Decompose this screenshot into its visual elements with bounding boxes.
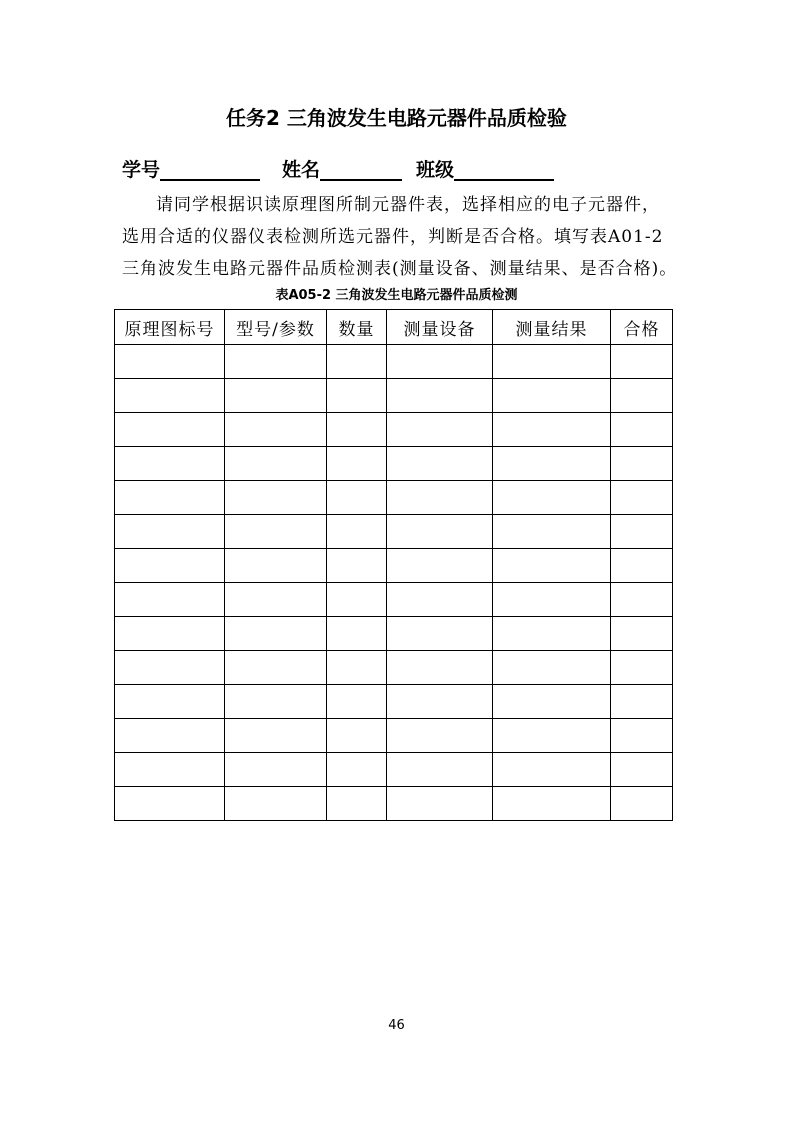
student-info-row	[122, 155, 554, 185]
page-number: 46	[388, 1018, 405, 1033]
instruction-line-2: 选用合适的仪器仪表检测所选元器件，判断是否合格。填写表A01-2	[122, 227, 664, 247]
table-cell[interactable]	[225, 753, 327, 787]
table-cell[interactable]	[493, 549, 611, 583]
table-cell[interactable]	[115, 685, 225, 719]
table-cell[interactable]	[387, 685, 493, 719]
table-cell[interactable]	[611, 447, 673, 481]
table-cell[interactable]	[611, 651, 673, 685]
table-cell[interactable]	[493, 413, 611, 447]
table-body	[115, 345, 673, 821]
table-row	[115, 447, 673, 481]
table-cell[interactable]	[327, 753, 387, 787]
table-cell[interactable]	[115, 617, 225, 651]
table-row	[115, 413, 673, 447]
table-cell[interactable]	[493, 617, 611, 651]
table-cell[interactable]	[611, 481, 673, 515]
table-cell[interactable]	[115, 651, 225, 685]
table-cell[interactable]	[387, 617, 493, 651]
student-name-label: 姓名	[282, 159, 321, 181]
table-cell[interactable]	[225, 481, 327, 515]
table-cell[interactable]	[387, 651, 493, 685]
table-row	[115, 719, 673, 753]
table-cell[interactable]	[611, 379, 673, 413]
page-title: 任务2 三角波发生电路元器件品质检验	[226, 106, 567, 130]
table-cell[interactable]	[225, 651, 327, 685]
table-row	[115, 379, 673, 413]
table-cell[interactable]	[387, 447, 493, 481]
table-cell[interactable]	[387, 719, 493, 753]
table-row	[115, 753, 673, 787]
table-cell[interactable]	[493, 447, 611, 481]
table-cell[interactable]	[611, 753, 673, 787]
table-cell[interactable]	[225, 583, 327, 617]
table-row	[115, 549, 673, 583]
table-cell[interactable]	[225, 379, 327, 413]
table-cell[interactable]	[115, 345, 225, 379]
table-cell[interactable]	[327, 617, 387, 651]
table-cell[interactable]	[387, 481, 493, 515]
table-cell[interactable]	[115, 787, 225, 821]
header-measure-result: 测量结果	[493, 310, 611, 345]
table-cell[interactable]	[493, 345, 611, 379]
table-cell[interactable]	[493, 583, 611, 617]
table-cell[interactable]	[327, 719, 387, 753]
table-cell[interactable]	[387, 787, 493, 821]
table-cell[interactable]	[115, 413, 225, 447]
table-row	[115, 685, 673, 719]
table-cell[interactable]	[225, 345, 327, 379]
table-cell[interactable]	[387, 413, 493, 447]
table-cell[interactable]	[611, 515, 673, 549]
header-schematic-ref: 原理图标号	[115, 310, 225, 345]
student-id-label: 学号	[122, 159, 161, 181]
table-cell[interactable]	[493, 719, 611, 753]
table-cell[interactable]	[327, 787, 387, 821]
table-cell[interactable]	[225, 617, 327, 651]
table-cell[interactable]	[115, 549, 225, 583]
table-cell[interactable]	[115, 583, 225, 617]
table-cell[interactable]	[327, 481, 387, 515]
table-cell[interactable]	[387, 583, 493, 617]
table-cell[interactable]	[225, 447, 327, 481]
student-id-blank[interactable]	[160, 155, 260, 181]
table-cell[interactable]	[327, 345, 387, 379]
table-cell[interactable]	[387, 753, 493, 787]
table-cell[interactable]	[327, 515, 387, 549]
table-cell[interactable]	[493, 379, 611, 413]
student-name-blank[interactable]	[320, 155, 402, 181]
table-cell[interactable]	[327, 379, 387, 413]
table-cell[interactable]	[493, 515, 611, 549]
student-class-label: 班级	[416, 159, 455, 181]
table-cell[interactable]	[115, 481, 225, 515]
table-cell[interactable]	[493, 481, 611, 515]
table-cell[interactable]	[611, 345, 673, 379]
table-caption: 表A05-2 三角波发生电路元器件品质检测	[275, 288, 518, 303]
table-cell[interactable]	[327, 685, 387, 719]
table-row	[115, 345, 673, 379]
header-quantity: 数量	[327, 310, 387, 345]
table-cell[interactable]	[225, 413, 327, 447]
table-row	[115, 787, 673, 821]
header-measure-device: 测量设备	[387, 310, 493, 345]
table-cell[interactable]	[225, 515, 327, 549]
table-cell[interactable]	[493, 787, 611, 821]
instruction-line-3: 三角波发生电路元器件品质检测表(测量设备、测量结果、是否合格)。	[122, 259, 678, 279]
table-cell[interactable]	[327, 413, 387, 447]
table-cell[interactable]	[611, 413, 673, 447]
table-cell[interactable]	[327, 583, 387, 617]
table-cell[interactable]	[611, 583, 673, 617]
table-cell[interactable]	[327, 447, 387, 481]
table-row	[115, 583, 673, 617]
table-cell[interactable]	[611, 685, 673, 719]
table-cell[interactable]	[115, 447, 225, 481]
table-cell[interactable]	[493, 651, 611, 685]
table-cell[interactable]	[387, 549, 493, 583]
table-cell[interactable]	[387, 379, 493, 413]
table-header-row	[115, 310, 673, 345]
table-row	[115, 617, 673, 651]
table-cell[interactable]	[225, 719, 327, 753]
table-cell[interactable]	[387, 515, 493, 549]
table-row	[115, 515, 673, 549]
table-cell[interactable]	[493, 753, 611, 787]
header-pass: 合格	[611, 310, 673, 345]
table-cell[interactable]	[611, 787, 673, 821]
table-cell[interactable]	[493, 685, 611, 719]
table-cell[interactable]	[327, 549, 387, 583]
table-cell[interactable]	[611, 617, 673, 651]
table-cell[interactable]	[387, 345, 493, 379]
header-model-param: 型号/参数	[225, 310, 327, 345]
table-cell[interactable]	[327, 651, 387, 685]
student-class-blank[interactable]	[454, 155, 554, 181]
table-cell[interactable]	[115, 719, 225, 753]
table-row	[115, 481, 673, 515]
table-cell[interactable]	[225, 685, 327, 719]
table-cell[interactable]	[115, 753, 225, 787]
table-cell[interactable]	[611, 549, 673, 583]
table-cell[interactable]	[225, 549, 327, 583]
instruction-line-1: 请同学根据识读原理图所制元器件表，选择相应的电子元器件，	[156, 195, 660, 215]
table-cell[interactable]	[115, 379, 225, 413]
table-row	[115, 651, 673, 685]
inspection-table	[114, 309, 673, 821]
table-cell[interactable]	[611, 719, 673, 753]
table-cell[interactable]	[225, 787, 327, 821]
table-cell[interactable]	[115, 515, 225, 549]
